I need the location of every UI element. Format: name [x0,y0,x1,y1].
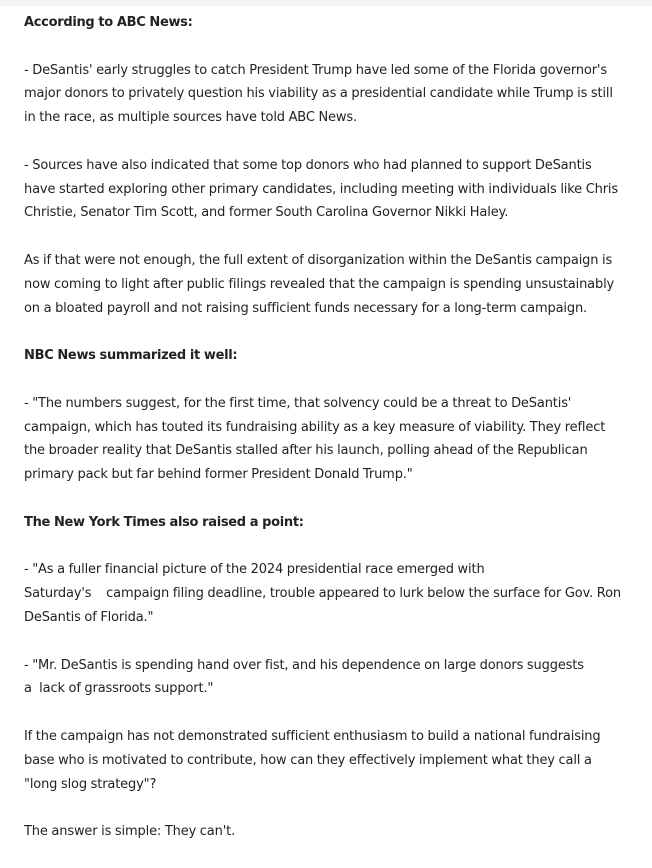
text-line: the broader reality that DeSantis stalled after his launch, polling ahead of the Republican [24,443,588,459]
top-divider-strip [0,0,652,6]
text-line: If the campaign has not demonstrated sufficient enthusiasm to build a national fundraising [24,728,601,744]
paragraph-disorganization [24,249,624,320]
text-line: NBC News summarized it well: [24,348,238,364]
text-line: in the race, as multiple sources have told ABC News. [24,110,357,126]
paragraph-abc-donors [24,59,624,130]
paragraph-conclusion [24,820,624,844]
text-line: The answer is simple: They can't. [24,824,236,840]
text-line: Christie, Senator Tim Scott, and former South Carolina Governor Nikki Haley. [24,205,509,221]
paragraph-fundraising-question [24,725,624,796]
paragraph-abc-sources [24,154,624,225]
source-heading-nyt [24,511,624,535]
text-line: Saturday's campaign filing deadline, trouble appeared to lurk below the surface for Gov. Ron [24,586,621,602]
text-line: - "The numbers suggest, for the first time, that solvency could be a threat to DeSantis' [24,395,572,411]
text-line: - "As a fuller financial picture of the 2024 presidential race emerged with [24,562,485,578]
text-line: "long slog strategy"? [24,776,157,792]
text-line: According to ABC News: [24,15,193,30]
text-line: The New York Times also raised a point: [24,514,304,530]
paragraph-nyt-quote-2 [24,654,624,702]
text-line: campaign, which has touted its fundraising ability as a key measure of viability. They reflect [24,419,606,435]
text-line: on a bloated payroll and not raising sufficient funds necessary for a long-term campaign. [24,300,588,316]
text-line: major donors to privately question his viability as a presidential candidate while Trump is still [24,86,613,102]
source-heading-abc [24,11,624,35]
text-line: base who is motivated to contribute, how can they effectively implement what they call a [24,752,592,768]
text-line: now coming to light after public filings revealed that the campaign is spending unsustainably [24,276,615,292]
paragraph-nyt-quote-1 [24,558,624,629]
text-line: primary pack but far behind former President Donald Trump." [24,467,413,483]
text-line: - DeSantis' early struggles to catch President Trump have led some of the Florida governor's [24,62,607,78]
text-line: DeSantis of Florida." [24,609,154,625]
text-line: As if that were not enough, the full extent of disorganization within the DeSantis campaign is [24,252,613,268]
source-heading-nbc [24,344,624,368]
text-line: have started exploring other primary candidates, including meeting with individuals like Chris [24,181,618,197]
article-body [24,11,624,868]
text-line: a lack of grassroots support." [24,681,214,697]
text-line: - Sources have also indicated that some top donors who had planned to support DeSantis [24,157,592,173]
text-line: - "Mr. DeSantis is spending hand over fist, and his dependence on large donors suggests [24,657,584,673]
paragraph-nbc-quote [24,392,624,487]
